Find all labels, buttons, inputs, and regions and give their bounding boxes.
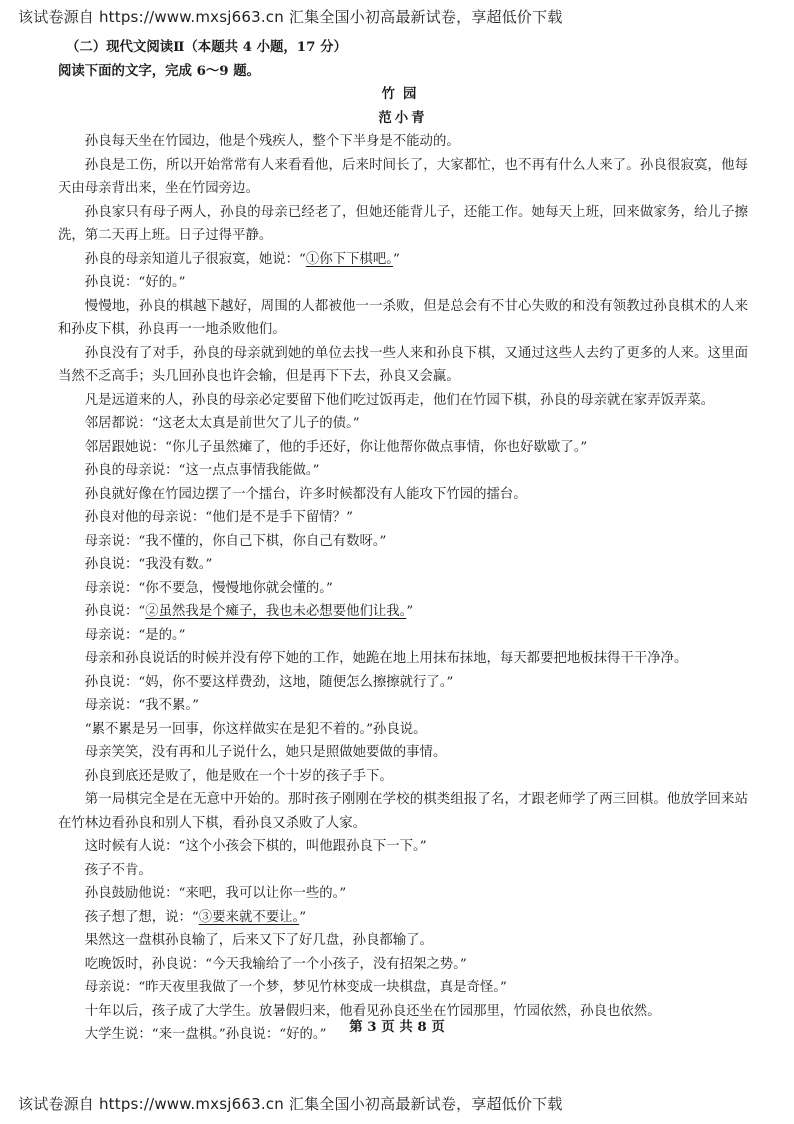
article-paragraph (58, 765, 748, 789)
article-paragraph (58, 506, 748, 530)
article-title: 竹园 (381, 86, 425, 102)
paragraph-text: 孙良鼓励他说：“来吧，我可以让你一些的。” (84, 886, 347, 901)
paragraph-text: 孙良是工伤，所以开始常常有人来看看他，后来时间长了，大家都忙，也不再有什么人来了。孙良很寂寞，他每天由母亲背出来，坐在竹园旁边。 (58, 157, 748, 196)
article-paragraph (58, 342, 748, 389)
paragraph-text: 凡是远道来的人，孙良的母亲必定要留下他们吃过饭再走，他们在竹园下棋，孙良的母亲就在家弄饭弄菜。 (84, 392, 715, 408)
article-paragraph (58, 859, 748, 883)
paragraph-text: 邻居都说：“这老太太真是前世欠了儿子的债。” (84, 416, 360, 431)
paragraph-text: 母亲说：“我不懂的，你自己下棋，你自己有数呀。” (84, 533, 387, 549)
underlined-sentence: ③要来就不要让。 (198, 909, 300, 925)
article-paragraph (58, 389, 748, 413)
paragraph-text: 大学生说：“来一盘棋。”孙良说：“好的。” (84, 1027, 327, 1042)
article-paragraph (58, 647, 748, 671)
paragraph-text-end: ” (406, 604, 414, 619)
paragraph-text: 母亲说：“昨天夜里我做了一个梦，梦见竹林变成一块棋盘，真是奇怪。” (84, 980, 507, 995)
article-paragraph (58, 248, 748, 272)
paragraph-text: 孙良说：“ (84, 604, 146, 619)
article-paragraph (58, 459, 748, 483)
paragraph-text: 孙良每天坐在竹园边，他是个残疾人，整个下半身是不能动的。 (84, 134, 460, 149)
paragraph-text: 孙良就好像在竹园边摆了一个擂台，许多时候都没有人能攻下竹园的擂台。 (84, 486, 527, 502)
article-paragraph (58, 553, 748, 577)
paragraph-text: 孙良的母亲说：“这一点点事情我能做。” (84, 463, 320, 478)
paragraph-text: 母亲说：“你不要急，慢慢地你就会懂的。” (84, 580, 333, 596)
article-paragraph (58, 295, 748, 342)
article-paragraph (58, 835, 748, 859)
paragraph-text: 孙良说：“我没有数。” (84, 557, 213, 572)
page-number: 第 3 页 共 8 页 (349, 1019, 445, 1035)
paragraph-text: 果然这一盘棋孙良输了，后来又下了好几盘，孙良都输了。 (84, 933, 433, 948)
article-paragraph (58, 577, 748, 601)
article-paragraph (58, 953, 748, 977)
paragraph-text: 这时候有人说：“这个小孩会下棋的，叫他跟孙良下一下。” (84, 839, 427, 854)
section-header: （二）现代文阅读Ⅱ（本题共 4 小题，17 分） (66, 39, 347, 55)
paragraph-text: 母亲说：“是的。” (84, 627, 186, 643)
paragraph-text: 十年以后，孩子成了大学生。放暑假归来，他看见孙良还坐在竹园那里，竹园依然，孙良也依然。 (84, 1003, 661, 1019)
paragraph-text: 吃晚饭时，孙良说：“今天我输给了一个小孩子，没有招架之势。” (84, 956, 467, 972)
article-paragraph (58, 882, 748, 906)
watermark-bottom: 该试卷源自 https://www.mxsj663.cn 汇集全国小初高最新试卷，享超低价下载 (18, 1095, 563, 1113)
article-paragraph (58, 741, 748, 765)
article-paragraph (58, 929, 748, 953)
watermark-top: 该试卷源自 https://www.mxsj663.cn 汇集全国小初高最新试卷，享超低价下载 (18, 8, 563, 26)
article-paragraph (58, 530, 748, 554)
article-paragraph (58, 694, 748, 718)
article-paragraph (58, 436, 748, 460)
paragraph-text: 孙良说：“妈，你不要这样费劲，这地，随便怎么擦擦就行了。” (84, 674, 454, 690)
underlined-sentence: ①你下下棋吧。 (305, 251, 393, 267)
article-paragraph (58, 271, 748, 295)
paragraph-text: 第一局棋完全是在无意中开始的。那时孩子刚刚在学校的棋类组报了名，才跟老师学了两三回棋。他放学回来站在竹林边看孙良和别人下棋，看孙良又杀败了人家。 (58, 792, 748, 831)
exam-page (58, 36, 748, 1047)
paragraph-text: 孙良的母亲知道儿子很寂寞，她说：“ (84, 251, 306, 267)
article-paragraph (58, 671, 748, 695)
paragraph-text: 孙良没有了对手，孙良的母亲就到她的单位去找一些人来和孙良下棋，又通过这些人去约了更多的人来。这里面当然不乏高手；头几回孙良也许会输，但是再下下去，孙良又会赢。 (58, 345, 748, 384)
paragraph-text: 孙良到底还是败了，他是败在一个十岁的孩子手下。 (84, 768, 393, 784)
paragraph-text: “累不累是另一回事，你这样做实在是犯不着的。”孙良说。 (84, 721, 427, 737)
paragraph-text-end: ” (392, 251, 400, 267)
article-paragraph (58, 976, 748, 1000)
paragraph-text: 孙良说：“好的。” (84, 275, 186, 290)
underlined-sentence: ②虽然我是个瘫子，我也未必想要他们让我。 (145, 604, 407, 619)
article-paragraph (58, 154, 748, 201)
paragraph-text: 孙良对他的母亲说：“他们是不是手下留情？” (84, 510, 353, 525)
paragraph-text: 孩子不肯。 (84, 862, 152, 878)
paragraph-text: 母亲笑笑，没有再和儿子说什么，她只是照做她要做的事情。 (84, 745, 447, 760)
paragraph-text: 母亲说：“我不累。” (84, 698, 199, 713)
article-paragraph (58, 201, 748, 248)
article-paragraph (58, 483, 748, 507)
paragraph-text: 邻居跟她说：“你儿子虽然瘫了，他的手还好，你让他帮你做点事情，你也好歇歇了。” (84, 439, 588, 455)
paragraph-text: 慢慢地，孙良的棋越下越好，周围的人都被他一一杀败，但是总会有不甘心失败的和没有领教过孙良棋术的人来和孙皮下棋，孙良再一一地杀败他们。 (58, 298, 748, 337)
article-paragraph (58, 130, 748, 154)
paragraph-text: 母亲和孙良说话的时候并没有停下她的工作，她跪在地上用抹布抹地，每天都要把地板抹得干干净净。 (84, 651, 688, 666)
article-body (58, 130, 748, 1047)
article-paragraph (58, 624, 748, 648)
article-paragraph (58, 718, 748, 742)
paragraph-text-end: ” (299, 909, 307, 925)
paragraph-text: 孩子想了想，说：“ (84, 909, 199, 925)
paragraph-text: 孙良家只有母子两人，孙良的母亲已经老了，但她还能背儿子，还能工作。她每天上班，回来做家务，给儿子擦洗，第二天再上班。日子过得平静。 (58, 204, 748, 243)
article-paragraph (58, 788, 748, 835)
article-paragraph (58, 600, 748, 624)
article-author: 范小青 (378, 109, 428, 126)
article-paragraph (58, 906, 748, 930)
instruction: 阅读下面的文字，完成 6～9 题。 (58, 62, 261, 79)
article-paragraph (58, 412, 748, 436)
